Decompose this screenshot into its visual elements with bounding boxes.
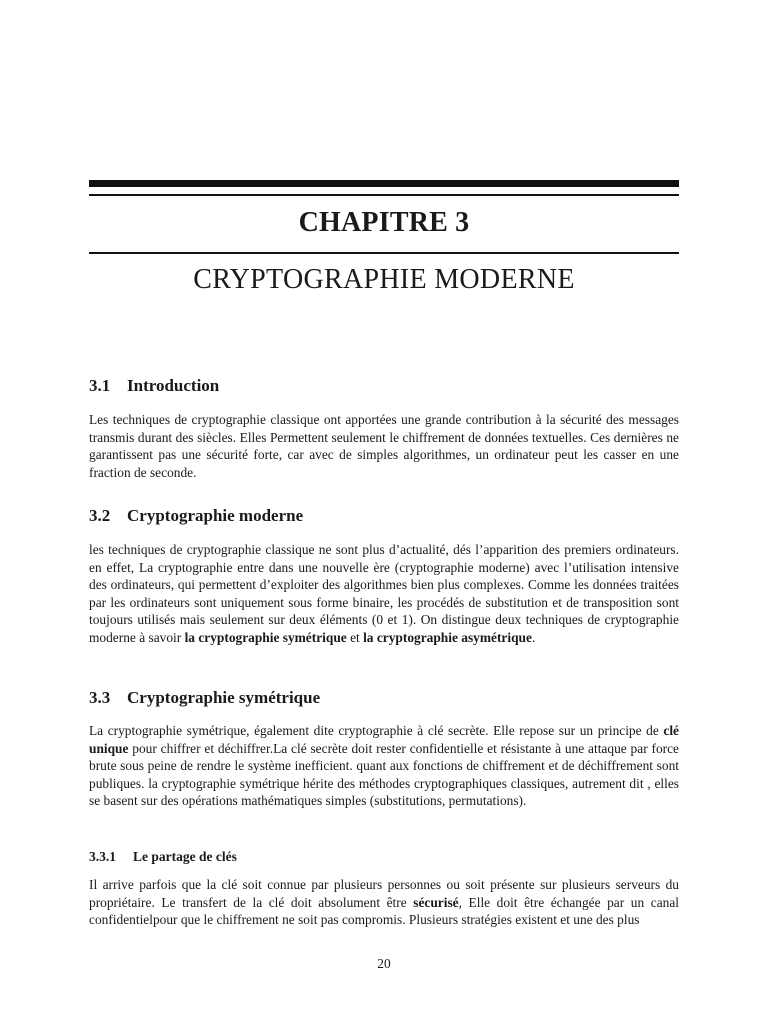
paragraph-partage-de-cles [89,876,679,929]
document-page [89,0,679,1024]
section-number: 3.3 [89,688,111,707]
section-heading-introduction [89,376,219,396]
subsection-title: Le partage de clés [133,849,237,864]
chapter-title: CRYPTOGRAPHIE MODERNE [193,264,575,295]
top-thin-rule [89,194,679,196]
section-heading-cryptographie-moderne [89,506,303,526]
text-run: , Elle doit être échangée par un canal confidentielpour que le chiffrement ne soit pas compromis. Plusieurs stratégies existent et une des plus [89,894,679,928]
text-run: La cryptographie symétrique, également dite cryptographie à clé secrète. Elle repose sur un principe de [89,723,664,738]
bold-term: la cryptographie asymétrique [363,629,532,645]
top-thick-rule [89,180,679,187]
paragraph-introduction: Les techniques de cryptographie classique ont apportées une grande contribution à la sécurité des messages transmis durant des siècles. Elles Permettent seulement le chiffrement de données textuelles. Ces dernières ne garantissent pas une sécurité forte, car avec de simples algorithmes, un ordinateur peut les casser en une fraction de seconde. [89,412,679,480]
section-title: Introduction [127,376,220,395]
text-run: Il arrive parfois que la clé soit connue par plusieurs personnes ou soit présente sur plusieurs serveurs du propriétaire. Le transfert de la clé doit absolument être [89,877,679,910]
section-title: Cryptographie moderne [127,506,304,525]
text-run: et [346,629,364,645]
middle-rule [89,252,679,254]
section-title: Cryptographie symétrique [127,688,321,707]
bold-term: la cryptographie symétrique [184,629,347,645]
text-run: les techniques de cryptographie classique ne sont plus d’actualité, dés l’apparition des premiers ordinateurs. en effet, La cryptographie entre dans une nouvelle ère (cryptographie moderne) avec l’utilisation intensive des ordinateurs, qui permettent d’exploiter des algorithmes bien plus complexes. Comme les données traitées par les ordinateurs sont uniquement sous forme binaire, les procédés de substitution et de transposition sont toujours utilisés mais seulement sur deux éléments (0 et 1). On distingue deux techniques de cryptographie moderne à savoir [89,542,679,645]
section-number: 3.2 [89,506,111,525]
section-number: 3.1 [89,376,111,395]
text-run: pour chiffrer et déchiffrer.La clé secrète doit rester confidentielle et résistante à une attaque par force brute sous peine de rendre le système inefficient. quant aux fonctions de chiffrement et de déchiffrement sont publiques. la cryptographie symétrique hérite des méthodes cryptographiques classiques, autrement dit , elles se basent sur des opérations mathématiques simples (substitutions, permutations). [89,740,679,809]
bold-term: clé unique [89,723,679,756]
section-heading-cryptographie-symetrique [89,688,320,708]
paragraph-cryptographie-moderne [89,541,679,647]
chapter-number: CHAPITRE 3 [298,207,470,238]
subsection-number: 3.3.1 [89,849,116,864]
paragraph-cryptographie-symetrique [89,722,679,810]
page-number: 20 [377,956,391,971]
bold-term: sécurisé [413,894,459,910]
subsection-heading-partage-de-cles [89,849,237,865]
text-run: . [531,629,536,645]
